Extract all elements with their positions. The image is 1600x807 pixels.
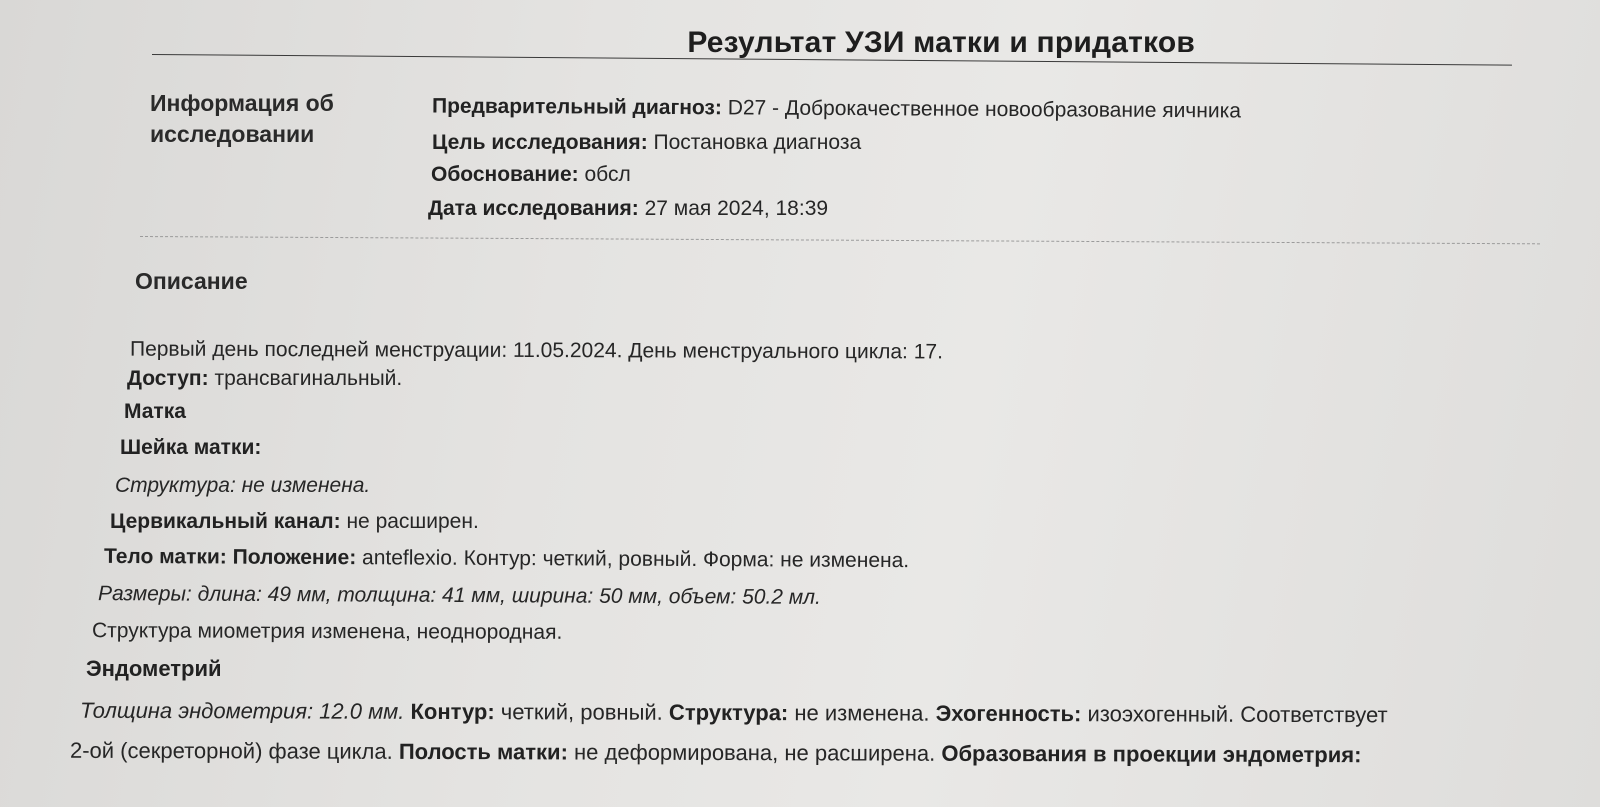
diagnosis-value: D27 - Доброкачественное новообразование яичника: [721, 96, 1242, 123]
uterus-label: Матка: [124, 400, 186, 423]
purpose-label: Цель исследования:: [432, 131, 648, 154]
endometrium-heading: [86, 656, 222, 682]
endometrium-line-1: [80, 698, 1388, 729]
structure-label: Структура:: [668, 699, 789, 726]
cervix-structure-text: Структура: не изменена.: [115, 474, 371, 497]
section-divider: [140, 236, 1540, 244]
canal-value: не расширен.: [340, 510, 479, 533]
formations-label: Образования в проекции эндометрия:: [941, 740, 1362, 768]
body-label: Тело матки: Положение:: [103, 544, 357, 570]
cavity-label: Полость матки:: [398, 738, 568, 765]
document-title: Результат УЗИ матки и придатков: [687, 26, 1195, 59]
sizes-line: [98, 582, 821, 610]
body-value: anteflexio. Контур: четкий, ровный. Форма: не изменена.: [356, 546, 910, 573]
diagnosis-label: Предварительный диагноз:: [431, 94, 722, 120]
contour-label: Контур:: [410, 698, 495, 725]
endometrium-label: Эндометрий: [86, 656, 222, 681]
cervix-label: Шейка матки:: [120, 436, 262, 459]
canal-label: Цервикальный канал:: [110, 510, 341, 533]
info-section-heading: Информация об исследовании: [150, 90, 334, 147]
reason-label: Обоснование:: [431, 163, 579, 186]
cavity-value: не деформирована, не расширена.: [567, 739, 936, 766]
access-label: Доступ:: [127, 367, 209, 390]
body-position-line: [104, 545, 909, 573]
date-value: 27 мая 2024, 18:39: [638, 197, 829, 220]
date-label: Дата исследования:: [428, 197, 639, 220]
access-line: [127, 367, 402, 391]
canal-line: [110, 510, 479, 534]
access-value: трансвагинальный.: [208, 367, 403, 390]
purpose-value: Постановка диагноза: [647, 131, 862, 154]
endo-thickness: Толщина эндометрия: 12.0 мм.: [79, 697, 405, 724]
sizes-text: Размеры: длина: 49 мм, толщина: 41 мм, ширина: 50 мм, объем: 50.2 мл.: [97, 582, 821, 609]
date-line: [428, 197, 828, 221]
reason-line: [431, 163, 631, 187]
myometrium-line: Структура миометрия изменена, неоднородная.: [91, 619, 563, 644]
purpose-line: [432, 131, 861, 155]
echo-label: Эхогенность:: [935, 700, 1082, 727]
cervix-heading: [120, 436, 261, 460]
diagnosis-line: [432, 95, 1241, 124]
echo-value: изоэхогенный. Соответствует: [1081, 701, 1388, 728]
uterus-heading: [124, 400, 186, 424]
contour-value: четкий, ровный.: [494, 699, 663, 725]
structure-value: не изменена.: [788, 700, 930, 726]
phase-text: 2-ой (секреторной) фазе цикла.: [69, 737, 393, 764]
lmp-line: Первый день последней менструации: 11.05.2024. День менструального цикла: 17.: [129, 337, 943, 364]
description-heading: Описание: [135, 268, 248, 294]
cervix-structure-line: [115, 474, 370, 498]
endometrium-line-2: [70, 738, 1362, 769]
reason-value: обсл: [578, 163, 631, 186]
